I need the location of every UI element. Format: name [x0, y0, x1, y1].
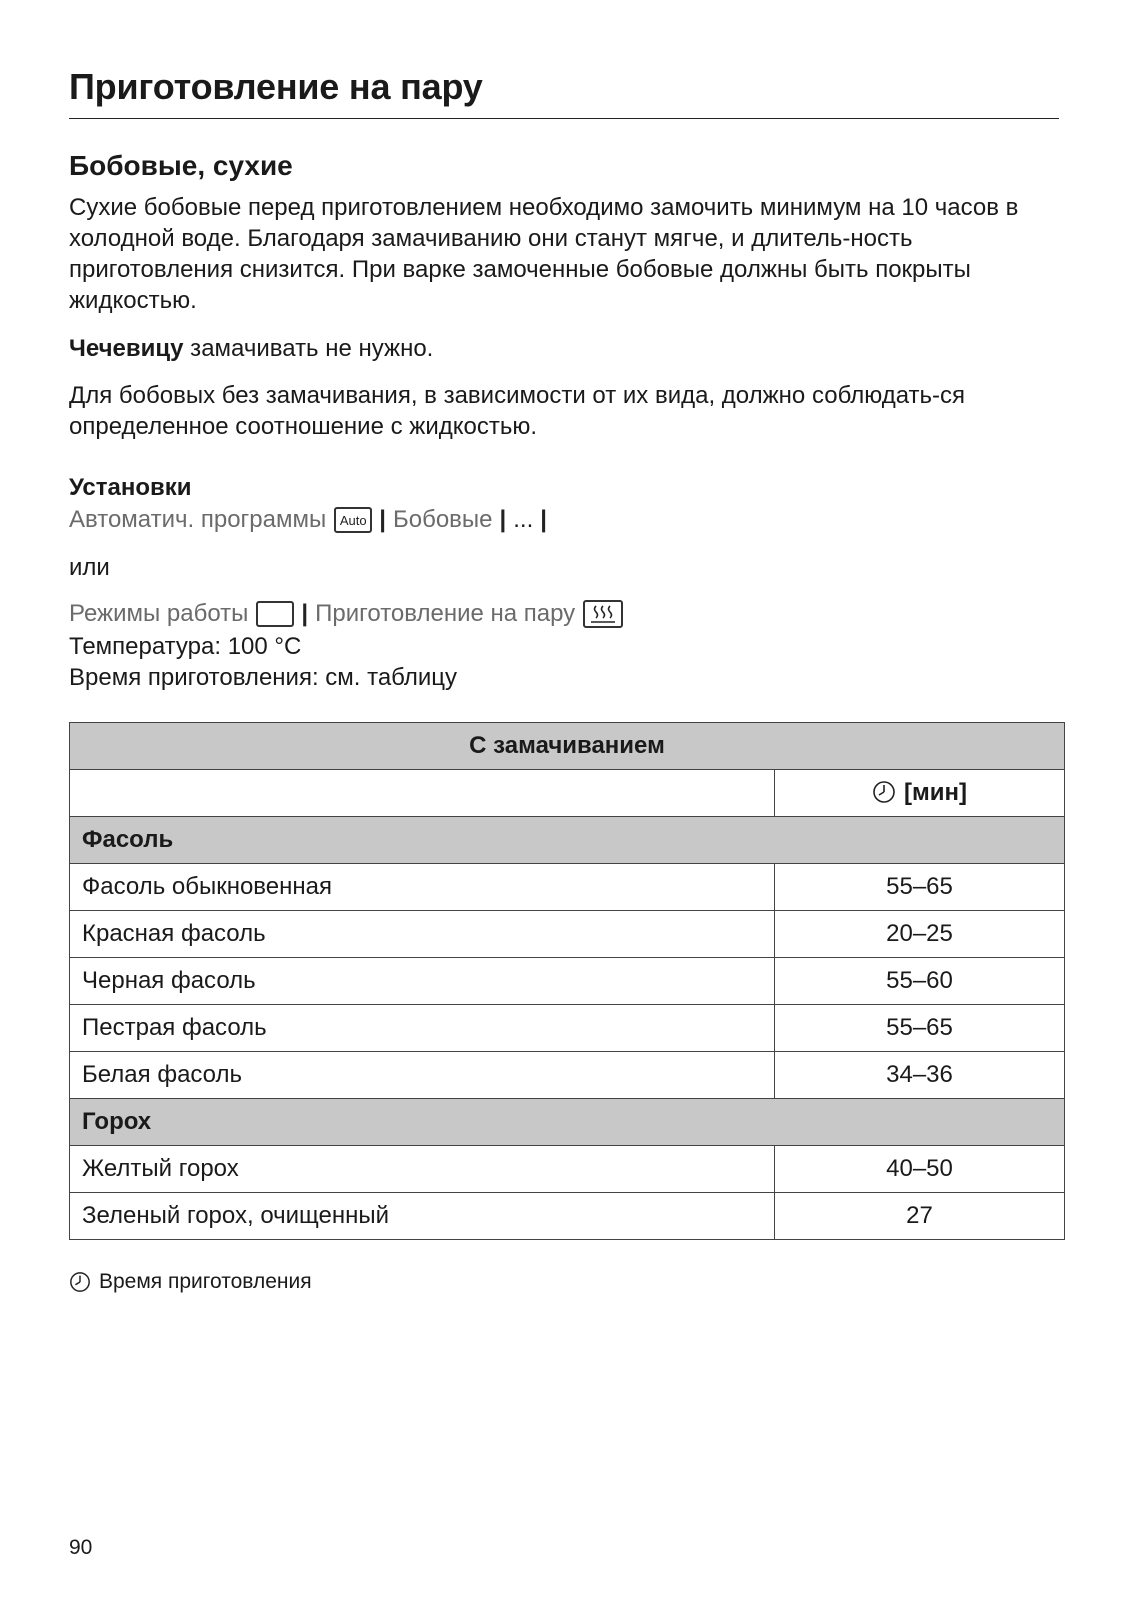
row-name: Черная фасоль: [70, 958, 775, 1005]
path-separator: |: [301, 600, 309, 627]
table-row: [70, 958, 1065, 1005]
page-number: 90: [69, 1536, 93, 1559]
or-text: или: [69, 554, 110, 581]
row-value: 40–50: [775, 1146, 1065, 1193]
table-legend: [69, 1270, 312, 1294]
settings-path-auto: [69, 504, 554, 536]
operating-modes-icon: [256, 601, 294, 627]
row-value: 20–25: [775, 911, 1065, 958]
clock-icon: [69, 1271, 91, 1293]
path-separator: |: [499, 506, 507, 533]
row-name: Фасоль обыкновенная: [70, 864, 775, 911]
intro-paragraph: Сухие бобовые перед приготовлением необходимо замочить минимум на 10 часов в холодной воде. Благодаря замачиванию они станут мягче, и длитель-ность приготовления снизится. При варке замоченные бобовые должны быть покрыты жидкостью.: [69, 194, 1019, 314]
lentils-text: замачивать не нужно.: [183, 335, 434, 362]
row-name: Зеленый горох, очищенный: [70, 1193, 775, 1240]
table-unit-row: [70, 770, 1065, 817]
no-soak-paragraph: Для бобовых без замачивания, в зависимости от их вида, должно соблюдать-ся определенное соотношение с жидкостью.: [69, 382, 966, 440]
path-separator: |: [540, 506, 547, 533]
table-unit-cell: [775, 770, 1065, 817]
settings-path-modes: [69, 598, 623, 630]
table-row: [70, 1005, 1065, 1052]
row-name: Белая фасоль: [70, 1052, 775, 1099]
table-row: [70, 1052, 1065, 1099]
path-item-ellipsis: ...: [513, 506, 534, 533]
table-group-row: [70, 1099, 1065, 1146]
lentils-bold-term: Чечевицу: [69, 335, 184, 362]
row-value: 55–60: [775, 958, 1065, 1005]
table-group-row: [70, 817, 1065, 864]
steam-icon: [583, 600, 623, 628]
auto-icon: Auto: [334, 507, 372, 533]
row-name: Красная фасоль: [70, 911, 775, 958]
table-row: [70, 1146, 1065, 1193]
group-name: Фасоль: [70, 817, 1065, 864]
group-name: Горох: [70, 1099, 1065, 1146]
row-value: 34–36: [775, 1052, 1065, 1099]
table-row: [70, 1193, 1065, 1240]
path-item-legumes: Бобовые: [392, 506, 493, 533]
path-item-steam-cooking: Приготовление на пару: [315, 600, 576, 627]
temperature-text: Температура: 100 °C: [69, 633, 302, 660]
path-separator: |: [379, 506, 386, 533]
section-title: Бобовые, сухие: [69, 150, 293, 181]
legend-text: Время приготовления: [99, 1270, 312, 1293]
lentils-paragraph: [69, 333, 1059, 364]
row-name: Желтый горох: [70, 1146, 775, 1193]
clock-icon: [872, 780, 896, 804]
cooking-time-table: [69, 722, 1065, 1240]
settings-heading: Установки: [69, 474, 192, 501]
time-unit-label: [мин]: [904, 779, 967, 806]
row-name: Пестрая фасоль: [70, 1005, 775, 1052]
table-title: С замачиванием: [70, 723, 1065, 770]
time-text: Время приготовления: см. таблицу: [69, 664, 458, 691]
row-value: 55–65: [775, 1005, 1065, 1052]
table-row: [70, 911, 1065, 958]
table-row: [70, 864, 1065, 911]
table-empty-cell: [70, 770, 775, 817]
title-divider: [69, 118, 1059, 119]
row-value: 27: [775, 1193, 1065, 1240]
table-title-row: [70, 723, 1065, 770]
path-item-operating-modes: Режимы работы: [69, 600, 249, 627]
page-title: Приготовление на пару: [69, 66, 483, 107]
row-value: 55–65: [775, 864, 1065, 911]
path-item-auto-programs: Автоматич. программы: [69, 506, 327, 533]
